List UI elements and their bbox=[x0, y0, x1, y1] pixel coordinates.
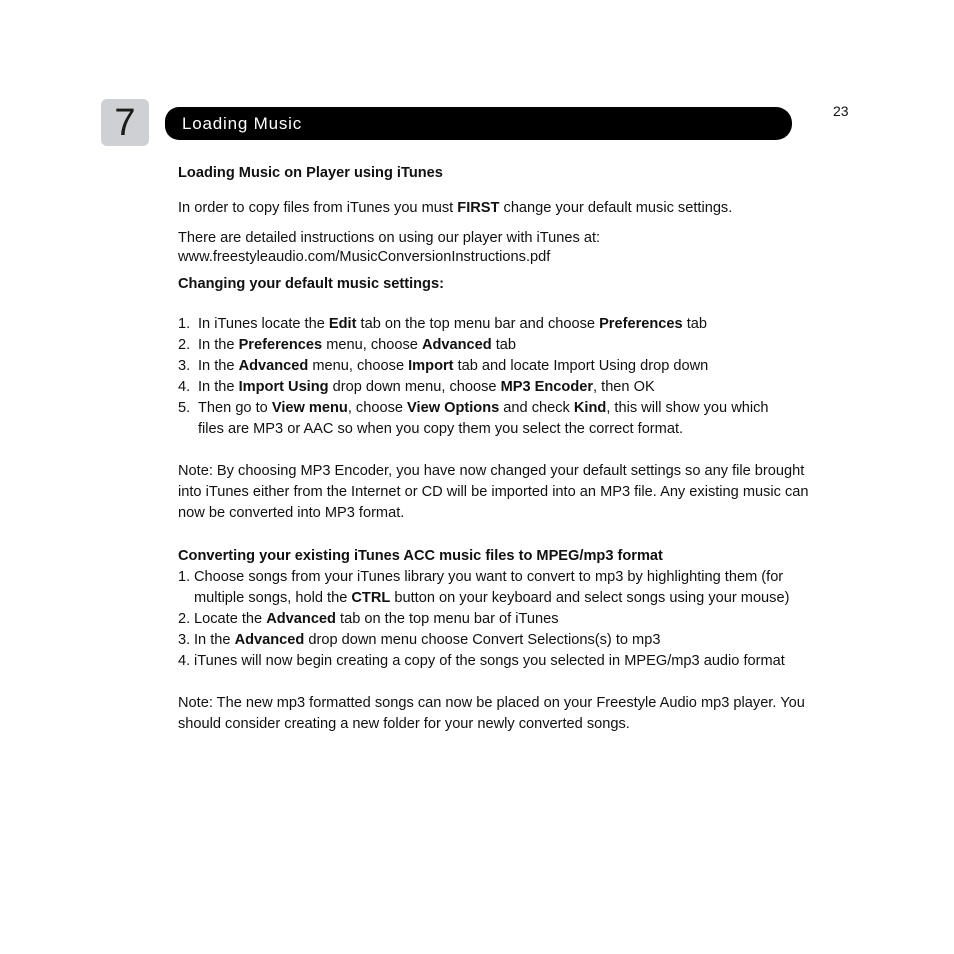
list-item: 2. In the Preferences menu, choose Advanced tab bbox=[178, 337, 517, 353]
instructions-url: www.freestyleaudio.com/MusicConversionInstructions.pdf bbox=[178, 249, 551, 265]
section-heading-settings: Changing your default music settings: bbox=[178, 276, 444, 292]
page-number: 23 bbox=[833, 103, 849, 119]
converting-note: Note: The new mp3 formatted songs can now be placed on your Freestyle Audio mp3 player. You should consider creating a new folder for your newly converted songs. bbox=[178, 695, 805, 732]
section-heading-loading-music: Loading Music on Player using iTunes bbox=[178, 165, 443, 181]
converting-section bbox=[178, 546, 828, 735]
chapter-number: 7 bbox=[114, 101, 136, 144]
list-item: 1. Choose songs from your iTunes library you want to convert to mp3 by highlighting them (for multiple songs, hold the CTRL button on your keyboard and select songs using your mouse) bbox=[178, 569, 790, 606]
list-item: 4. In the Import Using drop down menu, choose MP3 Encoder, then OK bbox=[178, 379, 655, 395]
section-heading-converting: Converting your existing iTunes ACC music files to MPEG/mp3 format bbox=[178, 548, 663, 564]
intro-paragraph: In order to copy files from iTunes you must FIRST change your default music settings. bbox=[178, 200, 733, 216]
list-item: 3. In the Advanced menu, choose Import tab and locate Import Using drop down bbox=[178, 358, 709, 374]
settings-steps-list bbox=[178, 314, 828, 440]
list-item: 5. Then go to View menu, choose View Options and check Kind, this will show you which files are MP3 or AAC so when you copy them you select the correct format. bbox=[178, 400, 769, 437]
converting-steps-list bbox=[178, 567, 828, 672]
list-item: 3. In the Advanced drop down menu choose Convert Selections(s) to mp3 bbox=[178, 632, 661, 648]
page-content bbox=[178, 163, 828, 735]
chapter-title: Loading Music bbox=[182, 114, 303, 133]
list-item: 1. In iTunes locate the Edit tab on the top menu bar and choose Preferences tab bbox=[178, 316, 707, 332]
list-item: 2. Locate the Advanced tab on the top menu bar of iTunes bbox=[178, 611, 559, 627]
settings-section bbox=[178, 274, 828, 524]
chapter-number-badge bbox=[101, 99, 149, 146]
list-item: 4. iTunes will now begin creating a copy of the songs you selected in MPEG/mp3 audio format bbox=[178, 653, 785, 669]
instructions-paragraph: There are detailed instructions on using our player with iTunes at: www.freestyleaudio.com/MusicConversionInstructions.pdf bbox=[178, 230, 601, 265]
settings-note: Note: By choosing MP3 Encoder, you have now changed your default settings so any file brought into iTunes either from the Internet or CD will be imported into an MP3 file. Any existing music can now be converted into MP3 format. bbox=[178, 463, 809, 521]
